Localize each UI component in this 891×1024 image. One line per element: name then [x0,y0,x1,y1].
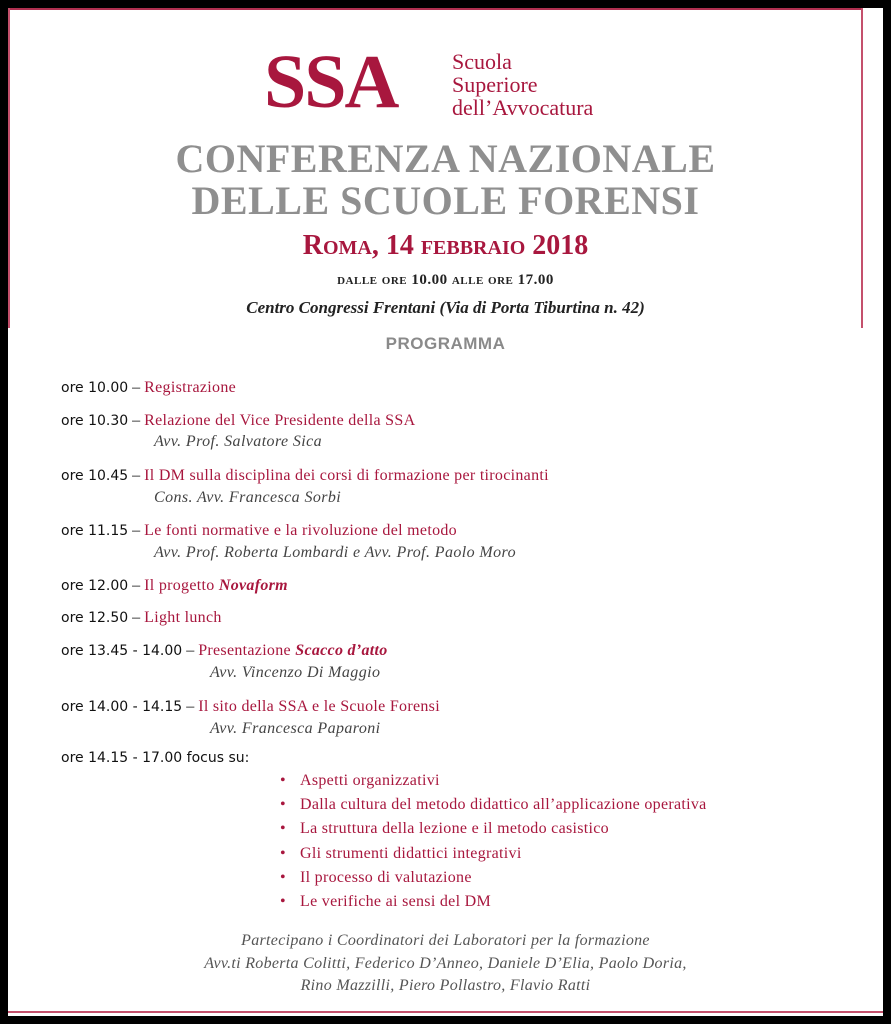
focus-item-label: Le verifiche ai sensi del DM [300,892,492,910]
program-speaker: Avv. Prof. Salvatore Sica [154,433,323,450]
program-time: ore 12.00 [61,578,129,594]
program-separator: – [128,379,145,396]
conference-title [8,138,883,222]
program-separator: – [128,522,145,539]
bullet-icon: • [280,772,286,789]
participants-line-2: Avv.ti Roberta Colitti, Federico D’Anneo, Daniele D’Elia, Paolo Doria, [204,954,687,972]
program-separator: – [128,609,145,626]
bullet-icon: • [280,796,286,814]
logo-abbreviation: SSA [264,40,398,124]
program-time: ore 14.00 - 14.15 [61,699,183,715]
focus-item [280,796,707,820]
program-item [61,521,457,541]
program-title-emphasis: Novaform [218,577,288,594]
program-time: ore 10.45 [61,468,129,484]
program-separator: – [128,577,145,594]
focus-item [280,820,707,844]
program-title: Il DM sulla disciplina dei corsi di formazione per tirocinanti [144,467,549,484]
program-separator: – [128,467,145,484]
focus-item-label: La struttura della lezione e il metodo casistico [300,820,609,838]
logo-line-1: Scuola [452,49,512,74]
focus-item [280,869,707,893]
bottom-border [8,1011,883,1013]
conference-title-line-1: CONFERENZA NAZIONALE [175,136,716,181]
program-separator: – [182,642,199,659]
program-separator: – [128,412,145,429]
program-item [61,576,288,596]
bullet-icon: • [280,820,286,838]
focus-list [280,772,707,917]
program-time: ore 12.50 [61,610,129,626]
focus-item-label: Aspetti organizzativi [300,772,440,789]
program-separator: – [182,698,199,715]
program-title-text: Presentazione [198,642,296,659]
program-title-emphasis: Scacco d’atto [295,642,388,659]
participants-line-1: Partecipano i Coordinatori dei Laboratori per la formazione [241,932,650,949]
focus-item [280,845,707,869]
bullet-icon: • [280,844,286,862]
program-speaker: Cons. Avv. Francesca Sorbi [154,489,342,506]
program-title: Relazione del Vice Presidente della SSA [144,412,416,429]
program-title: Registrazione [144,379,237,396]
program-item [61,378,236,398]
program-speaker: Avv. Prof. Roberta Lombardi e Avv. Prof. Paolo Moro [154,544,516,561]
flyer-page [8,8,883,1016]
focus-item [280,772,707,796]
program-time: ore 13.45 - 14.00 [61,643,183,659]
program-title [198,642,387,659]
bullet-icon: • [280,868,286,886]
program-time: ore 10.00 [61,380,129,396]
program-item [61,411,415,431]
program-item [61,697,440,717]
participants-line-3: Rino Mazzilli, Piero Pollastro, Flavio Ratti [300,977,591,994]
focus-item-label: Gli strumenti didattici integrativi [300,844,522,862]
program-time: ore 10.30 [61,413,129,429]
program-item [61,608,222,628]
logo-line-3: dell’Avvocatura [452,95,594,120]
program-title [144,577,288,594]
focus-item-label: Dalla cultura del metodo didattico all’applicazione operativa [300,796,707,814]
program-speaker: Avv. Vincenzo Di Maggio [210,664,381,681]
focus-item-label: Il processo di valutazione [300,868,472,886]
program-title-text: Il progetto [144,577,219,594]
top-border [8,8,861,10]
program-item [61,748,249,768]
program-title: Light lunch [144,609,222,626]
program-item [61,641,388,661]
logo-line-2: Superiore [452,72,538,97]
section-heading: PROGRAMMA [385,334,506,353]
event-hours: dalle ore 10.00 alle ore 17.00 [337,272,554,288]
event-date: Roma, 14 febbraio 2018 [302,230,589,261]
program-title: Le fonti normative e la rivoluzione del metodo [144,522,457,539]
event-venue: Centro Congressi Frentani (Via di Porta Tiburtina n. 42) [246,298,645,317]
bullet-icon: • [280,892,286,910]
program-speaker: Avv. Francesca Paparoni [210,720,381,737]
focus-item [280,893,707,917]
program-time: ore 11.15 [61,523,129,539]
program-title: Il sito della SSA e le Scuole Forensi [198,698,440,715]
participants-note [8,930,883,998]
logo-full-name [452,50,593,119]
conference-title-line-2: DELLE SCUOLE FORENSI [191,178,700,223]
program-item [61,466,549,486]
program-time: ore 14.15 - 17.00 focus su: [61,750,250,766]
